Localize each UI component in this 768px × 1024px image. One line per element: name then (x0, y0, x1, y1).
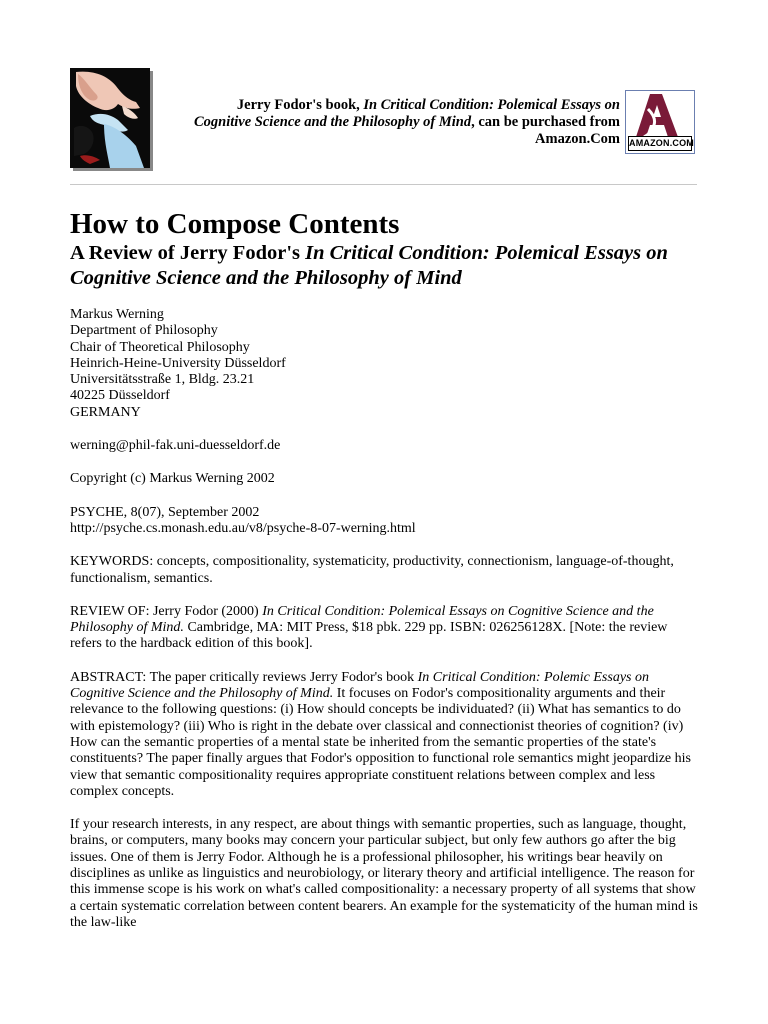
author-affiliation-line: Heinrich-Heine-University Düsseldorf (70, 355, 286, 371)
abstract-book-title: In Critical Condition: Polemic Essays on Cognitive Science and the Philosophy of Mind. (70, 669, 649, 702)
page-subtitle (70, 241, 710, 291)
amazon-logo-link[interactable] (625, 90, 695, 154)
article-url-link[interactable]: http://psyche.cs.monash.edu.au/v8/psyche-8-07-werning.html (70, 520, 416, 536)
author-affiliation-line: 40225 Düsseldorf (70, 388, 170, 404)
author-email-link[interactable]: werning@phil-fak.uni-duesseldorf.de (70, 438, 281, 454)
book-cover-illustration (70, 68, 150, 168)
review-of-paragraph (70, 604, 702, 653)
author-affiliation-line: GERMANY (70, 404, 141, 420)
citation-block (70, 505, 702, 538)
copyright-notice: Copyright (c) Markus Werning 2002 (70, 471, 275, 487)
purchase-notice-prefix: Jerry Fodor's book, (236, 97, 364, 113)
header-divider (70, 184, 697, 185)
journal-citation: PSYCHE, 8(07), September 2002 (70, 504, 260, 520)
abstract-prefix: ABSTRACT: The paper critically reviews Jerry Fodor's book (70, 669, 418, 685)
keywords-paragraph: KEYWORDS: concepts, compositionality, systematicity, productivity, connectionism, language-of-thought, functionalism, semantics. (70, 554, 674, 586)
article-body (70, 307, 702, 948)
page-title: How to Compose Contents (70, 208, 400, 240)
purchase-notice-suffix: , can be purchased from Amazon.Com (471, 114, 620, 147)
subtitle-prefix: A Review of Jerry Fodor's (70, 242, 306, 264)
abstract-text: It focuses on Fodor's compositionality arguments and their relevance to the following questions: (i) How should concepts be individuated? (ii) What has semantics to do with epistemology? (iii) Who is right in the debate over classical and connectionist theories of cognition? (iv) How can the semantic properties of a mental state be inherited from the semantic properties of the state's constituents? The paper finally argues that Fodor's opposition to functional role semantics might jeopardize his view that semantic compositionality requires appropriate constituent relations between complex and less complex concepts. (70, 686, 691, 799)
amazon-logo-text: AMAZON.COM (628, 136, 692, 151)
intro-paragraph: If your research interests, in any respect, are about things with semantic properties, such as language, thought, brains, or computers, many books may concern your particular subject, but only few authors go after the big issues. One of them is Jerry Fodor. Although he is a professional philosopher, his writings bear heavily on disciplines as unlike as linguistics and neurobiology, or literary theory and artificial intelligence. The reason for this immense scope is his work on what's called compositionality: a necessary property of all systems that show a certain systematic correlation between content bearers. An example for the systematicity of the human mind is the law-like (70, 817, 698, 930)
amazon-a-icon (626, 91, 694, 139)
book-cover-image[interactable] (70, 68, 150, 168)
author-affiliation-line: Universitätsstraße 1, Bldg. 23.21 (70, 372, 255, 388)
author-name: Markus Werning (70, 307, 164, 322)
abstract-paragraph (70, 670, 702, 800)
purchase-book-title-link[interactable]: In Critical Condition: Polemical Essays on Cognitive Science and the Philosophy of Mind (193, 97, 620, 130)
review-of-prefix: REVIEW OF: Jerry Fodor (2000) (70, 603, 263, 619)
author-affiliation-line: Chair of Theoretical Philosophy (70, 339, 250, 355)
review-of-book-title: In Critical Condition: Polemical Essays on Cognitive Science and the Philosophy of Mind. (70, 603, 654, 636)
author-affiliation-line: Department of Philosophy (70, 323, 218, 339)
purchase-notice (180, 97, 620, 148)
subtitle-book-title: In Critical Condition: Polemical Essays on Cognitive Science and the Philosophy of Mind (70, 242, 668, 289)
review-of-details: Cambridge, MA: MIT Press, $18 pbk. 229 pp. ISBN: 026256128X. [Note: the review refers to the hardback edition of this book]. (70, 620, 668, 652)
author-block (70, 307, 702, 421)
